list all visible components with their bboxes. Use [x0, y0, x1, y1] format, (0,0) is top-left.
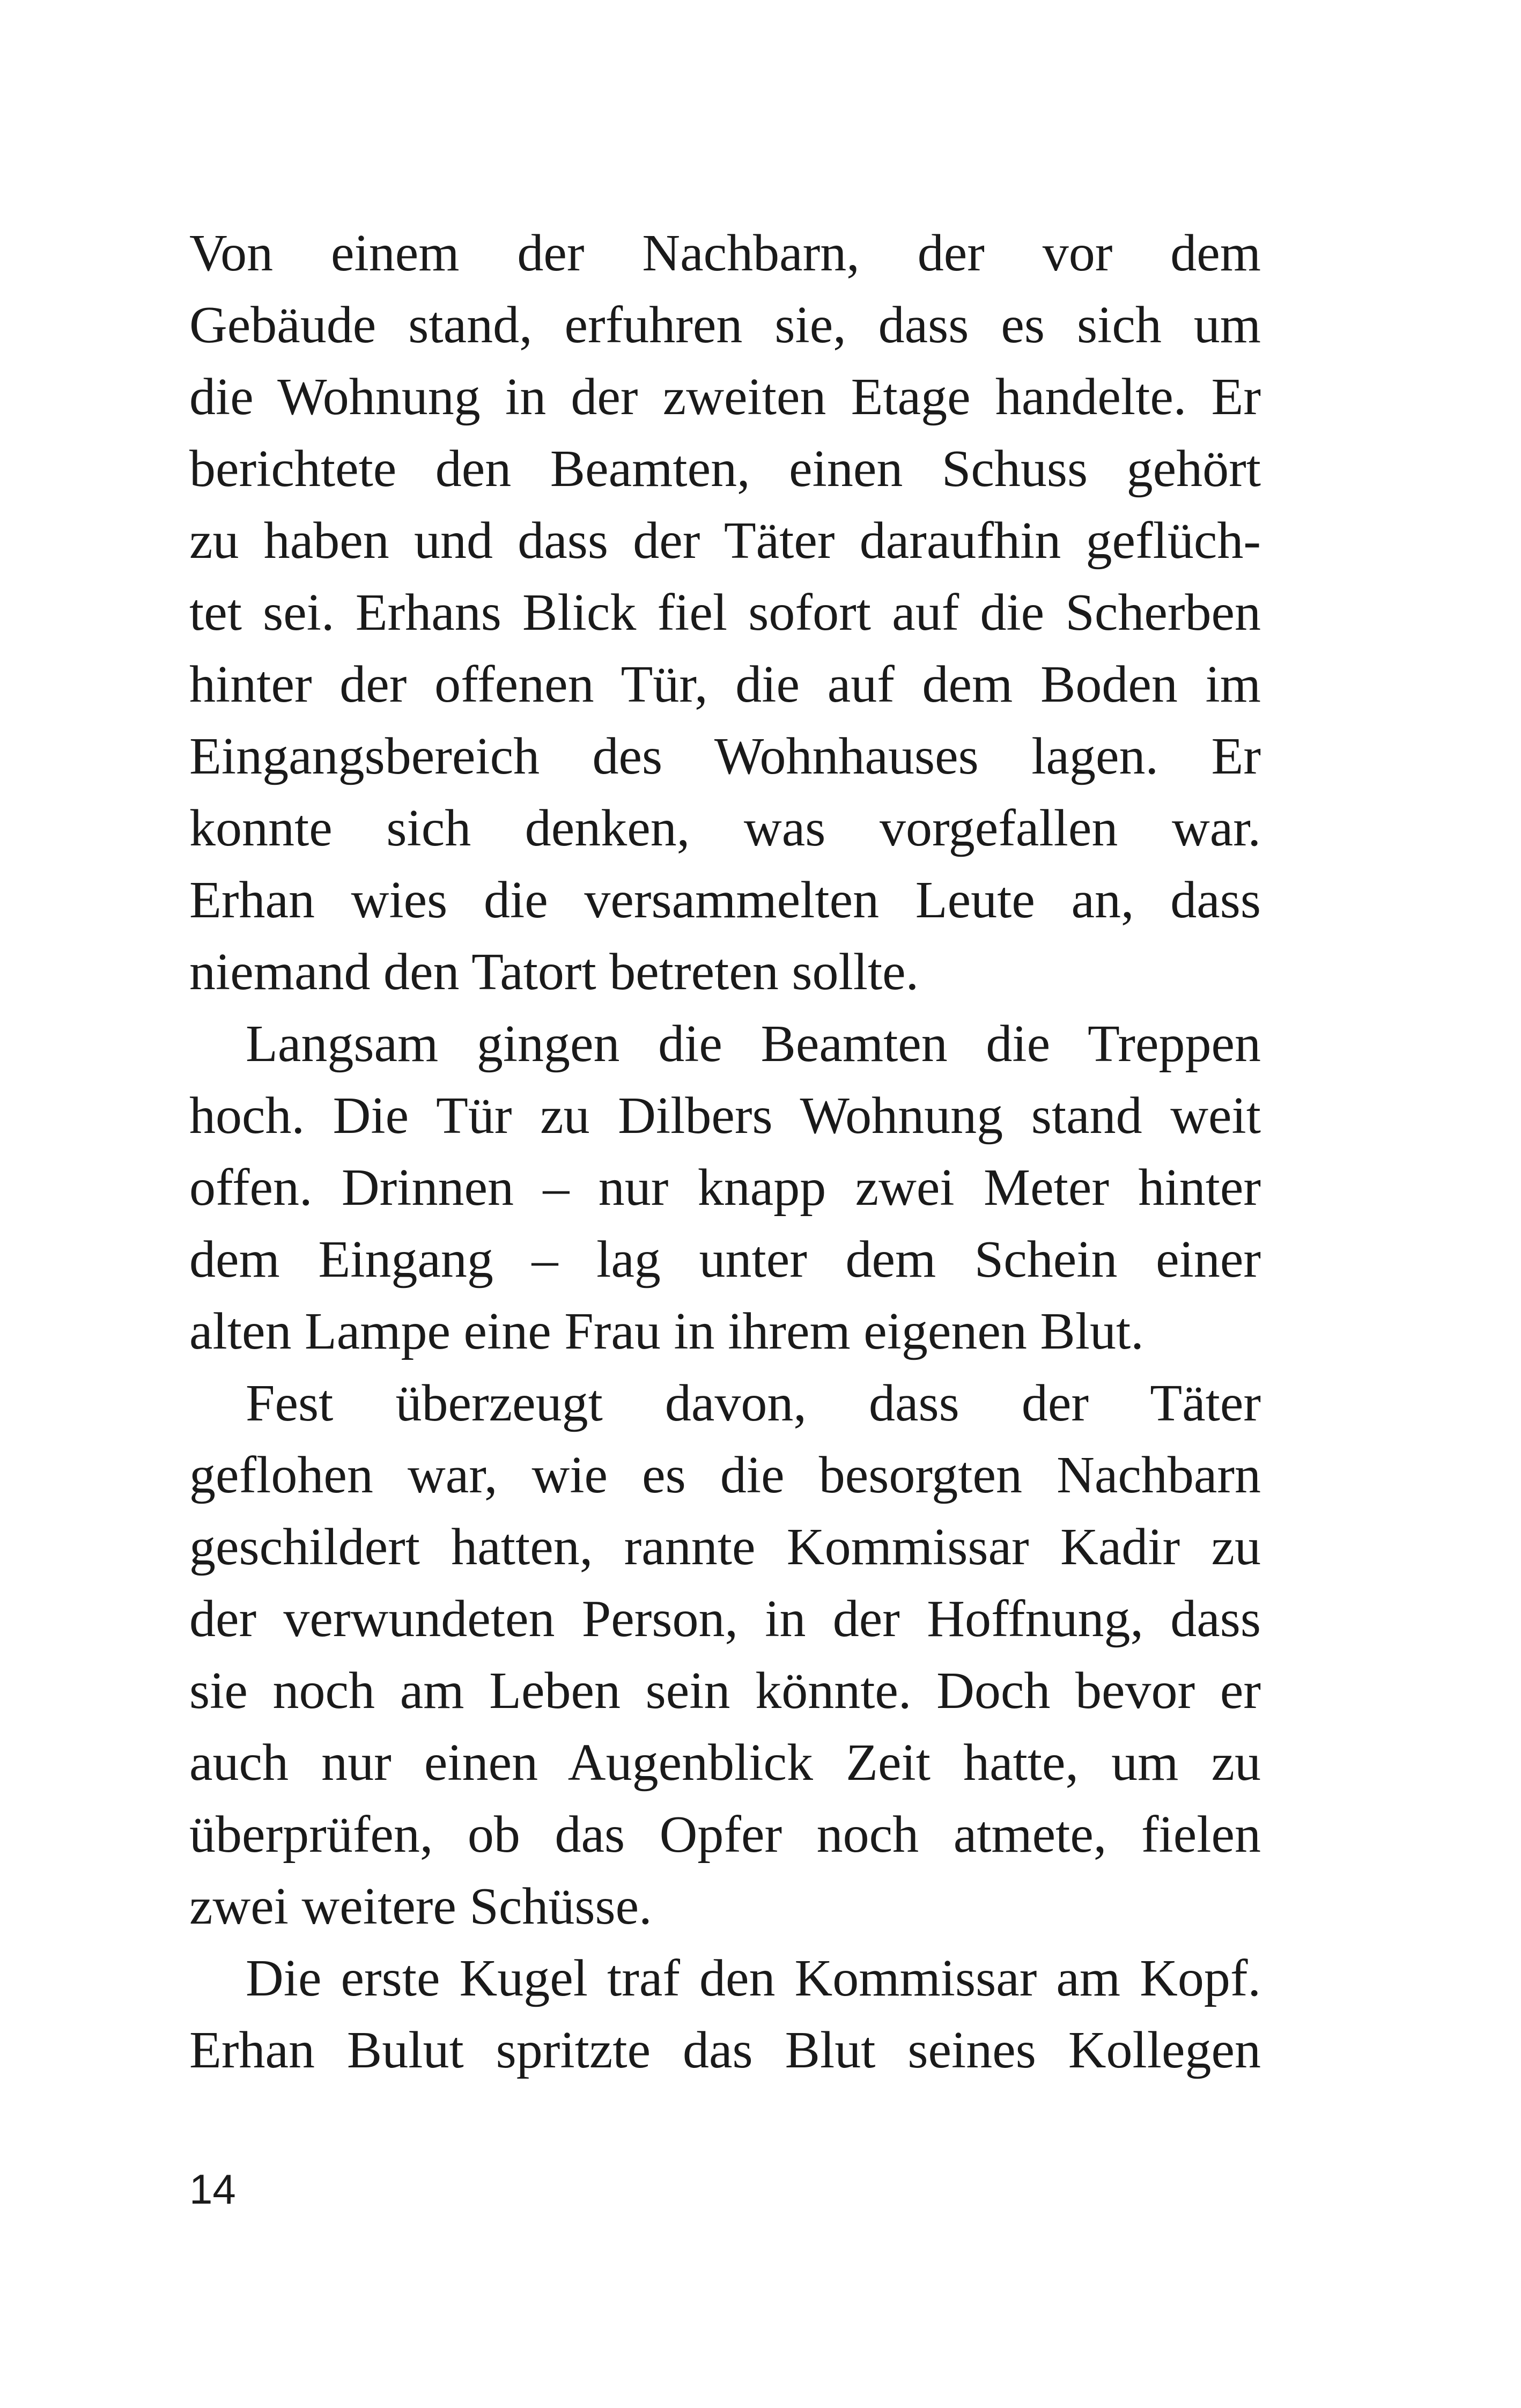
body-text [189, 217, 1261, 2086]
text-line: Eingangsbereich des Wohnhauses lagen. Er [189, 727, 1261, 785]
paragraph [189, 217, 1261, 1008]
paragraph [189, 1008, 1261, 1367]
text-line: zwei weitere Schüsse. [189, 1877, 652, 1935]
text-line: offen. Drinnen – nur knapp zwei Meter hinter [189, 1159, 1261, 1217]
text-line: Erhan wies die versammelten Leute an, dass [189, 871, 1261, 929]
text-line: tet sei. Erhans Blick fiel sofort auf die Scherben [189, 584, 1261, 642]
text-line: alten Lampe eine Frau in ihrem eigenen Blut. [189, 1302, 1144, 1360]
text-line: Erhan Bulut spritzte das Blut seines Kollegen [189, 2021, 1261, 2079]
text-line: sie noch am Leben sein könnte. Doch bevor er [189, 1662, 1261, 1720]
paragraph [189, 1942, 1261, 2086]
text-line: hoch. Die Tür zu Dilbers Wohnung stand weit [189, 1087, 1261, 1145]
text-line: niemand den Tatort betreten sollte. [189, 943, 919, 1001]
text-line: Die erste Kugel traf den Kommissar am Kopf. [246, 1949, 1261, 2007]
text-line: hinter der offenen Tür, die auf dem Boden im [189, 656, 1261, 713]
text-line: Von einem der Nachbarn, der vor dem [189, 224, 1261, 282]
text-line: geschildert hatten, rannte Kommissar Kadir zu [189, 1518, 1261, 1576]
text-line: Langsam gingen die Beamten die Treppen [246, 1015, 1261, 1073]
text-line: Gebäude stand, erfuhren sie, dass es sich um [189, 296, 1261, 354]
page-number: 14 [189, 2166, 236, 2213]
text-line: Fest überzeugt davon, dass der Täter [246, 1374, 1261, 1432]
text-line: geflohen war, wie es die besorgten Nachbarn [189, 1446, 1261, 1504]
text-line: dem Eingang – lag unter dem Schein einer [189, 1231, 1261, 1288]
text-line: die Wohnung in der zweiten Etage handelte. Er [189, 368, 1261, 426]
text-line: konnte sich denken, was vorgefallen war. [189, 799, 1261, 857]
paragraph [189, 1367, 1261, 1942]
text-line: zu haben und dass der Täter daraufhin geflüch- [189, 512, 1261, 570]
text-line: der verwundeten Person, in der Hoffnung, dass [189, 1590, 1261, 1648]
text-line: überprüfen, ob das Opfer noch atmete, fielen [189, 1806, 1261, 1864]
text-line: berichtete den Beamten, einen Schuss gehört [189, 440, 1261, 498]
text-line: auch nur einen Augenblick Zeit hatte, um zu [189, 1734, 1261, 1792]
